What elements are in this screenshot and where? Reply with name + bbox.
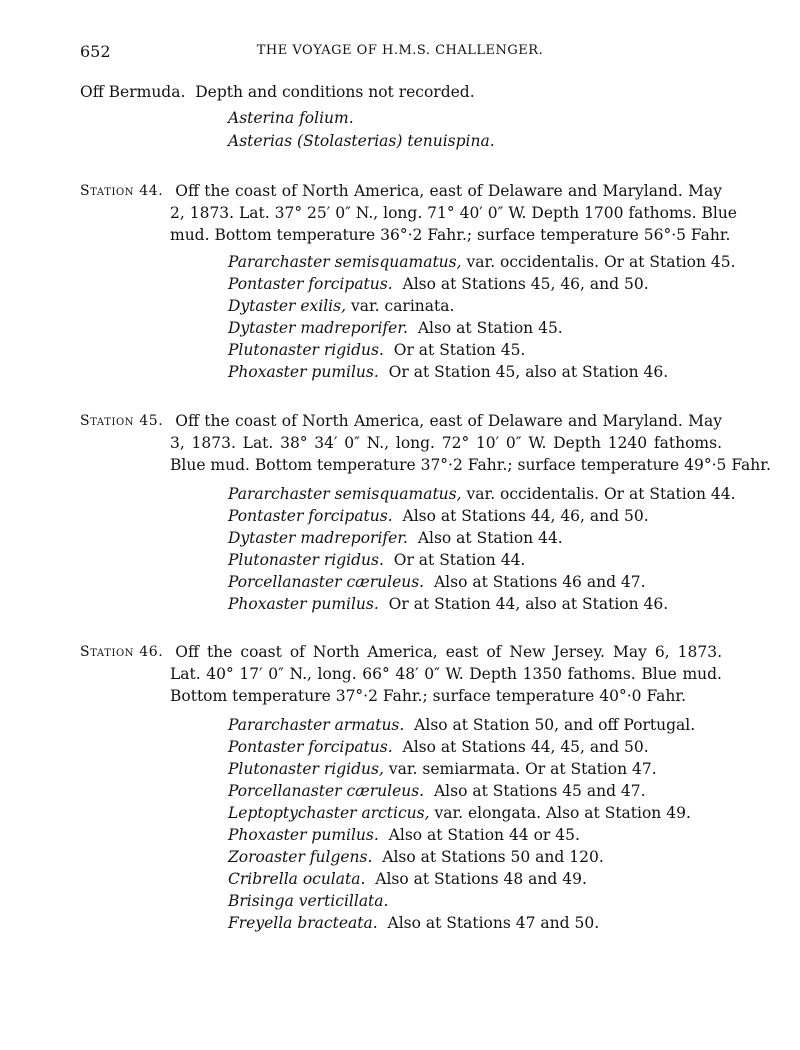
species-entry xyxy=(228,108,354,128)
species-name: Phoxaster pumilus. xyxy=(228,363,379,381)
section-heading: Station 44. xyxy=(80,183,164,199)
species-note: Also at Stations 45 and 47. xyxy=(433,782,646,800)
species-entry xyxy=(228,759,657,779)
species-note: Also at Station 45. xyxy=(417,319,563,337)
species-name: Brisinga verticillata. xyxy=(228,892,389,910)
section-heading: Station 45. xyxy=(80,413,164,429)
species-note: Also at Stations 44, 46, and 50. xyxy=(402,507,649,525)
species-name: Freyella bracteata. xyxy=(228,914,378,932)
section-description-line: Blue mud. Bottom temperature 37°·2 Fahr.; surface temperature 49°·5 Fahr. xyxy=(170,456,771,474)
species-entry xyxy=(228,506,649,526)
section-description-line: mud. Bottom temperature 36°·2 Fahr.; surface temperature 56°·5 Fahr. xyxy=(170,226,731,244)
species-entry xyxy=(228,891,388,911)
species-name: Pontaster forcipatus. xyxy=(228,507,393,525)
species-note: Also at Stations 45, 46, and 50. xyxy=(402,275,649,293)
species-entry xyxy=(228,484,736,504)
species-name: Plutonaster rigidus, xyxy=(228,760,384,778)
species-entry xyxy=(228,362,668,382)
species-entry xyxy=(228,340,525,360)
species-name: Pararchaster armatus. xyxy=(228,716,405,734)
species-entry xyxy=(228,781,646,801)
section-heading: Off Bermuda. xyxy=(80,83,186,101)
section-description: Depth and conditions not recorded. xyxy=(195,83,475,101)
species-name: Pararchaster semisquamatus, xyxy=(228,485,462,503)
page-header xyxy=(80,42,720,66)
species-note: var. occidentalis. Or at Station 45. xyxy=(466,253,736,271)
species-name: Dytaster madreporifer. xyxy=(228,319,408,337)
species-note: Or at Station 44. xyxy=(393,551,526,569)
species-note: Also at Stations 48 and 49. xyxy=(375,870,587,888)
species-note: Also at Stations 50 and 120. xyxy=(382,848,604,866)
species-name: Leptoptychaster arcticus, xyxy=(228,804,430,822)
section-description-line: Off the coast of North America, east of New Jersey. May 6, 1873. xyxy=(175,643,722,661)
species-name: Dytaster exilis, xyxy=(228,297,347,315)
species-note: Also at Station 44 or 45. xyxy=(388,826,580,844)
section-description-line: Lat. 40° 17′ 0″ N., long. 66° 48′ 0″ W. Depth 1350 fathoms. Blue mud. xyxy=(170,665,722,683)
species-entry xyxy=(228,737,649,757)
section-description-line: Off the coast of North America, east of Delaware and Maryland. May xyxy=(175,182,722,200)
species-entry xyxy=(228,550,525,570)
species-entry xyxy=(228,715,695,735)
species-entry xyxy=(228,825,580,845)
species-name: Asterias (Stolasterias) tenuispina. xyxy=(228,132,495,150)
species-entry xyxy=(228,572,646,592)
species-note: Or at Station 45, also at Station 46. xyxy=(388,363,669,381)
species-note: Or at Station 44, also at Station 46. xyxy=(388,595,669,613)
species-name: Plutonaster rigidus. xyxy=(228,341,384,359)
species-entry xyxy=(228,847,604,867)
species-note: var. carinata. xyxy=(350,297,455,315)
species-entry xyxy=(228,594,668,614)
species-name: Asterina folium. xyxy=(228,109,354,127)
section-description-line: Bottom temperature 37°·2 Fahr.; surface temperature 40°·0 Fahr. xyxy=(170,687,687,705)
species-name: Pontaster forcipatus. xyxy=(228,275,393,293)
species-note: Also at Stations 44, 45, and 50. xyxy=(402,738,649,756)
species-note: Also at Station 44. xyxy=(417,529,563,547)
species-note: Or at Station 45. xyxy=(393,341,526,359)
section-description-line: Off the coast of North America, east of Delaware and Maryland. May xyxy=(175,412,722,430)
section-heading-line xyxy=(80,411,722,431)
species-name: Cribrella oculata. xyxy=(228,870,366,888)
species-note: var. semiarmata. Or at Station 47. xyxy=(388,760,657,778)
species-entry xyxy=(228,274,649,294)
section-description-line: 3, 1873. Lat. 38° 34′ 0″ N., long. 72° 10′ 0″ W. Depth 1240 fathoms. xyxy=(170,434,722,452)
species-note: var. elongata. Also at Station 49. xyxy=(434,804,691,822)
species-name: Porcellanaster cæruleus. xyxy=(228,782,425,800)
section-heading-line xyxy=(80,82,475,102)
species-entry xyxy=(228,913,599,933)
species-name: Zoroaster fulgens. xyxy=(228,848,373,866)
species-note: Also at Station 50, and off Portugal. xyxy=(414,716,696,734)
species-name: Plutonaster rigidus. xyxy=(228,551,384,569)
running-title: THE VOYAGE OF H.M.S. CHALLENGER. xyxy=(256,43,544,58)
section-heading: Station 46. xyxy=(80,644,164,660)
species-name: Phoxaster pumilus. xyxy=(228,595,379,613)
species-entry xyxy=(228,131,495,151)
section-heading-line xyxy=(80,181,722,201)
species-entry xyxy=(228,252,736,272)
species-entry xyxy=(228,528,563,548)
species-name: Porcellanaster cæruleus. xyxy=(228,573,425,591)
species-name: Pararchaster semisquamatus, xyxy=(228,253,462,271)
species-name: Dytaster madreporifer. xyxy=(228,529,408,547)
section-heading-line xyxy=(80,642,722,662)
species-entry xyxy=(228,869,587,889)
section-description-line: 2, 1873. Lat. 37° 25′ 0″ N., long. 71° 40′ 0″ W. Depth 1700 fathoms. Blue xyxy=(170,204,737,222)
page-number: 652 xyxy=(80,42,111,61)
species-name: Phoxaster pumilus. xyxy=(228,826,379,844)
species-note: Also at Stations 46 and 47. xyxy=(433,573,646,591)
species-entry xyxy=(228,803,691,823)
species-entry xyxy=(228,318,563,338)
species-name: Pontaster forcipatus. xyxy=(228,738,393,756)
species-note: Also at Stations 47 and 50. xyxy=(387,914,600,932)
species-entry xyxy=(228,296,454,316)
species-note: var. occidentalis. Or at Station 44. xyxy=(466,485,736,503)
